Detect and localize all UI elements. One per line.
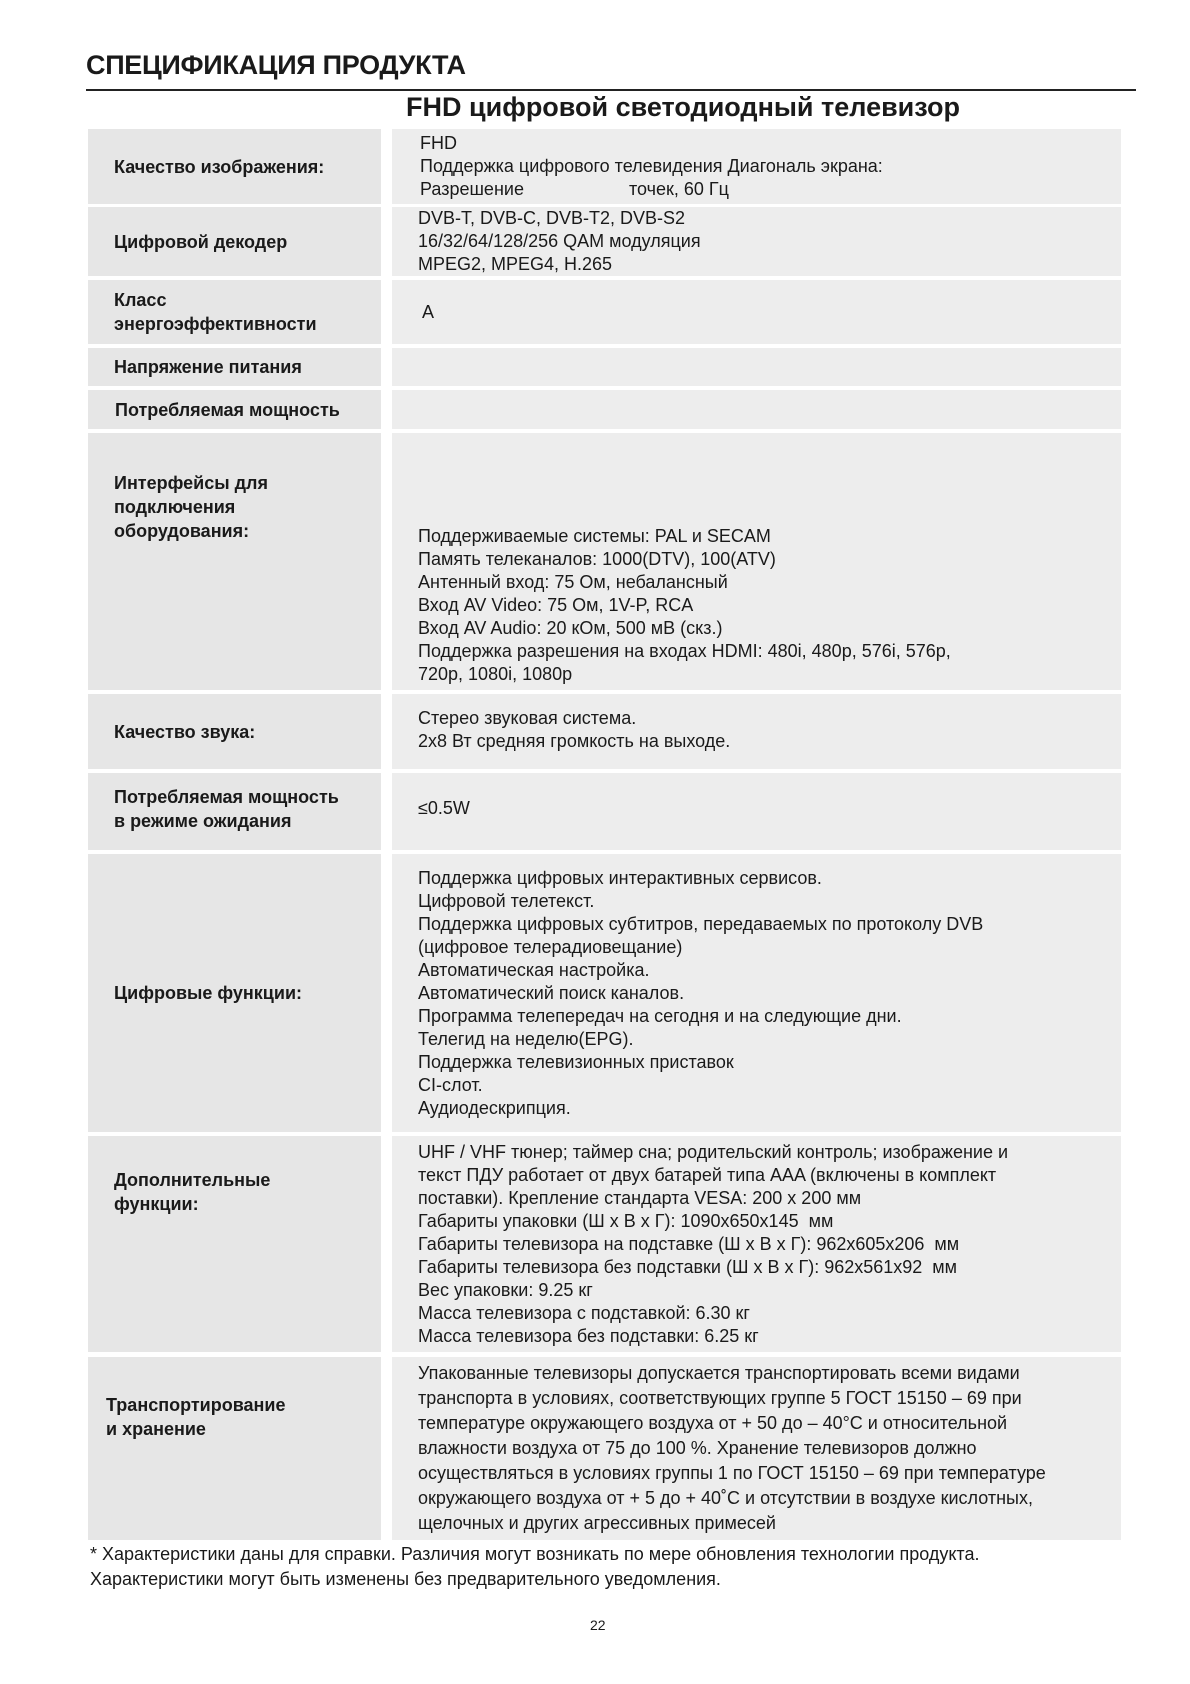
spec-value: DVB-T, DVB-C, DVB-T2, DVB-S2 16/32/64/128/256 QAM модуляция MPEG2, MPEG4, H.265 bbox=[392, 207, 1121, 276]
spec-row-standby-power bbox=[88, 773, 1121, 850]
footnote-line-1: * Характеристики даны для справки. Различия могут возникать по мере обновления технологии продукта. bbox=[90, 1544, 980, 1564]
spec-row-energy-class bbox=[88, 280, 1121, 344]
spec-value: Стерео звуковая система. 2x8 Вт средняя громкость на выходе. bbox=[392, 694, 1121, 769]
spec-label: Транспортирование и хранение bbox=[88, 1357, 381, 1540]
footnote-line-2: Характеристики могут быть изменены без предварительного уведомления. bbox=[90, 1569, 721, 1589]
spec-label: Цифровые функции: bbox=[88, 854, 381, 1132]
spec-label: Напряжение питания bbox=[88, 348, 381, 386]
spec-value bbox=[392, 390, 1121, 429]
page-number: 22 bbox=[590, 1617, 606, 1633]
spec-label: Класс энергоэффективности bbox=[88, 280, 381, 344]
spec-label: Потребляемая мощность в режиме ожидания bbox=[88, 773, 381, 850]
spec-label: Интерфейсы для подключения оборудования: bbox=[88, 433, 381, 690]
spec-value bbox=[392, 348, 1121, 386]
product-subtitle: FHD цифровой светодиодный телевизор bbox=[406, 92, 961, 122]
spec-row-sound-quality bbox=[88, 694, 1121, 769]
spec-value: Поддержка цифровых интерактивных сервисов. Цифровой телетекст. Поддержка цифровых субтитров, передаваемых по протоколу DVB (цифровое телерадиовещание) Автоматическая настройка. Автоматический поиск каналов. Программа телепередач на сегодня и на следующие дни. Телегид на неделю(EPG). Поддержка телевизионных приставок CI-слот. Аудиодескрипция. bbox=[392, 854, 1121, 1132]
spec-label: Качество изображения: bbox=[88, 129, 381, 204]
spec-value: A bbox=[392, 280, 1121, 344]
spec-label: Качество звука: bbox=[88, 694, 381, 769]
spec-row-additional-functions bbox=[88, 1136, 1121, 1352]
spec-value: ≤0.5W bbox=[392, 773, 1121, 850]
page-title: СПЕЦИФИКАЦИЯ ПРОДУКТА bbox=[86, 50, 466, 80]
title-divider bbox=[86, 89, 1136, 91]
spec-row-digital-decoder bbox=[88, 207, 1121, 276]
spec-value: UHF / VHF тюнер; таймер сна; родительский контроль; изображение и текст ПДУ работает от двух батарей типа AAA (включены в комплект поставки). Крепление стандарта VESA: 200 x 200 мм Габариты упаковки (Ш x В x Г): 1090x650x145 мм Габариты телевизора на подставке (Ш x В x Г): 962x605x206 мм Габариты телевизора без подставки (Ш x В x Г): 962x561x92 мм Вес упаковки: 9.25 кг Масса телевизора с подставкой: 6.30 кг Масса телевизора без подставки: 6.25 кг bbox=[392, 1136, 1121, 1352]
spec-row-interfaces bbox=[88, 433, 1121, 690]
spec-label: Цифровой декодер bbox=[88, 207, 381, 276]
spec-row-picture-quality bbox=[88, 129, 1121, 204]
spec-row-digital-functions bbox=[88, 854, 1121, 1132]
spec-label: Дополнительные функции: bbox=[88, 1136, 381, 1352]
spec-label: Потребляемая мощность bbox=[88, 390, 381, 429]
spec-value: FHD Поддержка цифрового телевидения Диагональ экрана: Разрешение точек, 60 Гц bbox=[392, 129, 1121, 204]
spec-row-transport-storage bbox=[88, 1357, 1121, 1540]
spec-value: Поддерживаемые системы: PAL и SECAM Память телеканалов: 1000(DTV), 100(ATV) Антенный вход: 75 Ом, небалансный Вход AV Video: 75 Ом, 1V-P, RCA Вход AV Audio: 20 кОм, 500 мВ (скз.) Поддержка разрешения на входах HDMI: 480i, 480p, 576i, 576p, 720p, 1080i, 1080p bbox=[392, 433, 1121, 690]
spec-row-supply-voltage bbox=[88, 348, 1121, 386]
spec-row-power-consumption bbox=[88, 390, 1121, 429]
spec-value: Упакованные телевизоры допускается транспортировать всеми видами транспорта в условиях, соответствующих группе 5 ГОСТ 15150 – 69 при температуре окружающего воздуха от + 50 до – 40°C и относительной влажности воздуха от 75 до 100 %. Хранение телевизоров должно осуществляться в условиях группы 1 по ГОСТ 15150 – 69 при температуре окружающего воздуха от + 5 до + 40˚С и отсутствии в воздухе кислотных, щелочных и других агрессивных примесей bbox=[392, 1357, 1121, 1540]
